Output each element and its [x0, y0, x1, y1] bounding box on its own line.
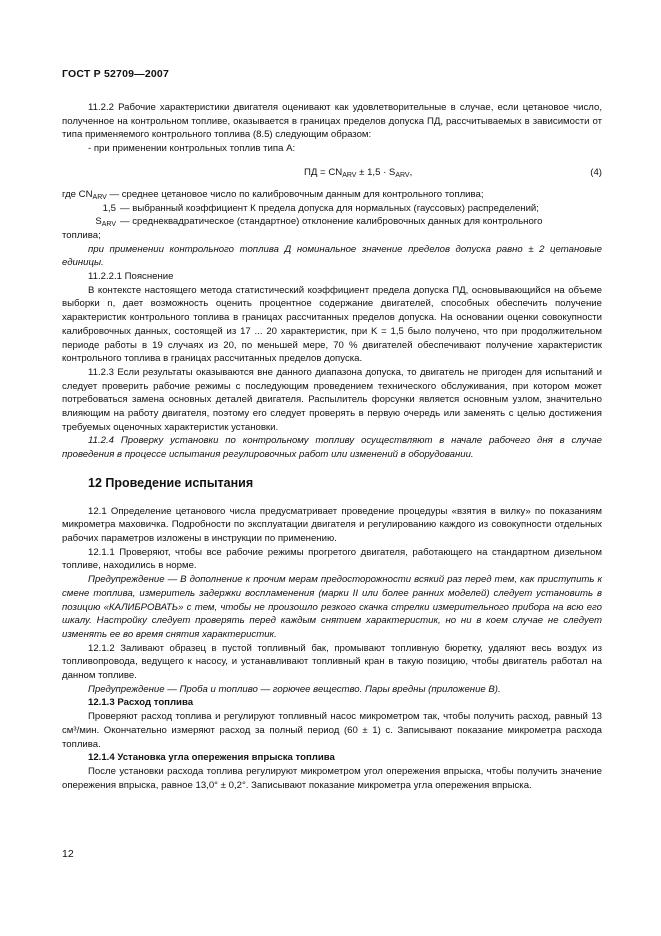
paragraph-12-1-1: 12.1.1 Проверяют, чтобы все рабочие режимы прогретого двигателя, работающего на стандартном дизельном топливе, находились в норме. — [62, 546, 602, 572]
definition-cn-arv: где $CN_{ARV}$ — среднее цетановое число по калибровочным данным для контрольного топлива; — [62, 188, 484, 201]
definition-k: 1,5 — выбранный коэффициент К предела допуска для нормальных (гауссовых) распределений; — [102, 202, 539, 214]
paragraph-12-1-2: 12.1.2 Заливают образец в пустой топливный бак, промывают топливную бюретку, удаляют весь воздух из топливопровода, ведущего к насосу, и устанавливают топливный кран в такую позицию, чтобы двигатель работал на данном топливе. — [62, 642, 602, 682]
paragraph-11-2-2: 11.2.2 Рабочие характеристики двигателя оценивают как удовлетворительные в случае, если цетановое число, полученное на контрольном топливе, оказывается в границах пределов допуска ПД, рассчитываемых в зависимости от типа применяемого контрольного топлива (8.5) следующим образом: — [62, 102, 602, 141]
formula-definitions — [62, 188, 602, 243]
formula-number: (4) — [590, 166, 602, 178]
paragraph-11-2-2-1: В контексте настоящего метода статистический коэффициент предела допуска ПД, основывающийся на объеме выборки n, дает возможность оценить процентное содержание двигателей, способных обеспечить получение характеристик контрольного топлива в границах рассчитанных пределов допуска. На основании оценки совокупности калибровочных данных, состоящей из 17 ... 20 характеристик, при K = 1,5 было получено, что при продолжительном периоде работы в 19 случаях из 20, по меньшей мере, 70 % двигателей обеспечивают получение характеристик контрольного топлива в границах рассчитанных пределов допуска. — [62, 284, 602, 365]
formula-expression: ПД = $CN_{ARV} \pm 1,5 \cdot S_{ARV}$, — [304, 166, 413, 179]
paragraph-12-1-3: Проверяют расход топлива и регулируют топливный насос микрометром так, чтобы получить расход, равный 13 см³/мин. Окончательно измеряют расход за полный период (60 ± 1) с. Записывают показание микрометра расхода топлива. — [62, 711, 602, 750]
definition-s-arv-continuation: топлива; — [62, 229, 101, 241]
page-content — [62, 101, 602, 792]
paragraph-11-2-4: 11.2.4 Проверку установки по контрольному топливу осуществляют в начале рабочего дня в случае проведения в процессе испытания регулировочных работ или изменений в оборудовании. — [62, 435, 602, 461]
paragraph-fuel-type-a: - при применении контрольных топлив типа А: — [88, 143, 296, 155]
heading-11-2-2-1: 11.2.2.1 Пояснение — [88, 271, 174, 283]
document-code-header: ГОСТ Р 52709—2007 — [62, 68, 170, 80]
section-12-heading: 12 Проведение испытания — [88, 475, 254, 490]
heading-12-1-3: 12.1.3 Расход топлива — [88, 697, 194, 709]
paragraph-fuel-type-d: при применении контрольного топлива Д номинальное значение пределов допуска равно ± 2 цетановые единицы. — [62, 243, 602, 269]
paragraph-11-2-3: 11.2.3 Если результаты оказываются вне данного диапазона допуска, то двигатель не пригоден для испытаний и следует проверить рабочие режимы с последующим проведением технического обслуживания, при котором может потребоваться замена основных деталей двигателя. Распылитель форсунки является основным узлом, значительно влияющим на работу двигателя, поэтому его следует проверять в первую очередь или заменять с целью достижения требуемых оценочных характеристик установки. — [62, 366, 602, 433]
page-number: 12 — [62, 848, 74, 860]
paragraph-12-1-4: После установки расхода топлива регулируют микрометром угол опережения впрыска, чтобы получить значение опережения впрыска, равное 13,0° ± 0,2°. Записывают показание микрометра угла опережения впрыска. — [62, 765, 602, 791]
paragraph-12-1: 12.1 Определение цетанового числа предусматривает проведение процедуры «взятия в вилку» по показаниям микрометра маховичка. Подробности по эксплуатации двигателя и регулированию каждого из совокупности отдельных рабочих параметров изложены в инструкции по применению. — [62, 505, 602, 544]
warning-flammable: Предупреждение — Проба и топливо — горючее вещество. Пары вредны (приложение В). — [88, 683, 501, 695]
heading-12-1-4: 12.1.4 Установка угла опережения впрыска топлива — [88, 752, 335, 764]
definition-s-arv: $S_{ARV}$ — среднеквадратическое (стандартное) отклонение калибровочных данных для контрольного — [95, 216, 543, 229]
warning-fuel-change: Предупреждение — В дополнение к прочим мерам предосторожности всякий раз перед тем, как приступить к смене топлива, измеритель задержки воспламенения (марки II или более ранних моделей) следует установить в позицию «КАЛИБРОВАТЬ» с тем, чтобы не произошло резкого скачка стрелки измерительного прибора на всю его шкалу. Настройку следует проверять перед каждым снятием характеристик, но ни в коем случае не следует изменять ее во время снятия характеристик. — [62, 574, 602, 640]
formula-4 — [62, 156, 602, 188]
